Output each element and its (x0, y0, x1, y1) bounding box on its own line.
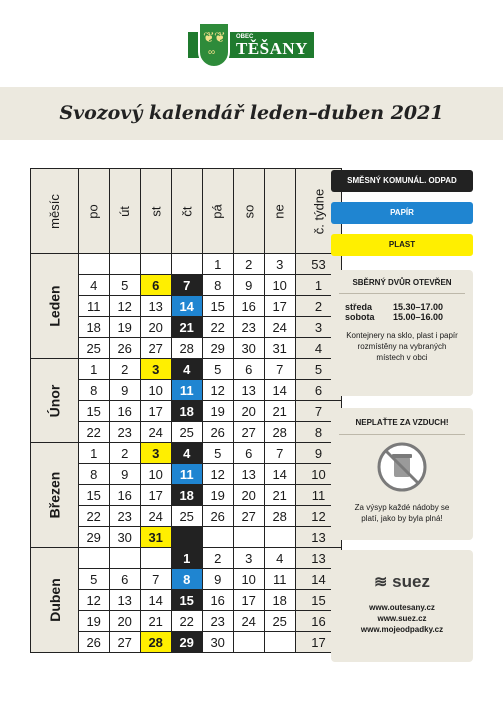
day-cell: 8 (202, 275, 233, 296)
week-number: 3 (295, 317, 342, 338)
day-cell: 12 (202, 380, 233, 401)
day-cell: 12 (109, 296, 140, 317)
website-link[interactable]: www.suez.cz (377, 614, 427, 623)
month-label: Únor (31, 359, 79, 443)
day-cell: 13 (140, 296, 171, 317)
day-cell: 1 (202, 254, 233, 275)
day-cell: 16 (109, 401, 140, 422)
day-cell (202, 527, 233, 548)
day-cell: 23 (109, 422, 140, 443)
website-link[interactable]: www.mojeodpadky.cz (360, 625, 444, 634)
month-label: Březen (31, 443, 79, 548)
day-cell: 1 (78, 359, 109, 380)
day-cell: 7 (140, 569, 171, 590)
day-cell: 27 (233, 506, 264, 527)
day-cell: 29 (202, 338, 233, 359)
day-cell: 13 (109, 590, 140, 611)
day-cell (78, 254, 109, 275)
day-cell: 13 (233, 380, 264, 401)
week-number: 1 (295, 275, 342, 296)
day-cell: 14 (264, 380, 295, 401)
day-cell: 3 (140, 359, 171, 380)
day-cell: 31 (264, 338, 295, 359)
day-cell: 25 (171, 506, 202, 527)
day-cell: 22 (78, 506, 109, 527)
day-cell: 4 (264, 548, 295, 569)
day-cell: 11 (171, 380, 202, 401)
day-cell: 22 (78, 422, 109, 443)
day-cell (264, 527, 295, 548)
opening-hours (331, 294, 473, 322)
day-cell: 22 (171, 611, 202, 632)
legend-item: PAPÍR (331, 202, 473, 224)
header-day: st (140, 169, 171, 254)
month-label: Duben (31, 548, 79, 653)
day-cell: 25 (264, 611, 295, 632)
day-cell: 4 (171, 359, 202, 380)
logo-name: TĚŠANY (236, 39, 308, 58)
header-week: č. týdne (295, 169, 342, 254)
week-number: 10 (295, 464, 342, 485)
day-cell: 19 (78, 611, 109, 632)
day-cell: 22 (202, 317, 233, 338)
day-cell: 6 (140, 275, 171, 296)
header-day: ne (264, 169, 295, 254)
logo-obec: OBEC (236, 34, 254, 40)
week-number: 12 (295, 506, 342, 527)
day-cell: 16 (233, 296, 264, 317)
header-day: po (78, 169, 109, 254)
day-cell: 17 (140, 485, 171, 506)
header-day: pá (202, 169, 233, 254)
week-number: 16 (295, 611, 342, 632)
header-day: út (109, 169, 140, 254)
day-cell: 1 (78, 443, 109, 464)
day-cell: 18 (171, 485, 202, 506)
day-cell: 1 (171, 548, 202, 569)
day-cell: 9 (109, 464, 140, 485)
day-cell: 6 (233, 443, 264, 464)
warning-title: NEPLAŤTE ZA VZDUCH! (355, 418, 449, 427)
day-cell: 9 (233, 275, 264, 296)
day-cell: 26 (202, 422, 233, 443)
suez-wave-icon: ≋ (374, 574, 388, 591)
week-number: 8 (295, 422, 342, 443)
day-cell (140, 548, 171, 569)
day-cell: 5 (78, 569, 109, 590)
day-cell: 30 (233, 338, 264, 359)
legend-item: SMĚSNÝ KOMUNÁL. ODPAD (331, 170, 473, 192)
day-cell: 31 (140, 527, 171, 548)
day-cell: 9 (202, 569, 233, 590)
day-cell: 30 (202, 632, 233, 653)
day-cell: 11 (78, 296, 109, 317)
week-number: 53 (295, 254, 342, 275)
week-number: 11 (295, 485, 342, 506)
day-cell: 17 (140, 401, 171, 422)
week-number: 9 (295, 443, 342, 464)
day-cell: 14 (264, 464, 295, 485)
week-number: 4 (295, 338, 342, 359)
day-cell: 5 (109, 275, 140, 296)
day-cell: 28 (140, 632, 171, 653)
month-label: Leden (31, 254, 79, 359)
day-cell: 7 (264, 443, 295, 464)
day-cell: 2 (109, 443, 140, 464)
day-cell: 17 (233, 590, 264, 611)
day-cell: 24 (233, 611, 264, 632)
calendar-header (31, 169, 342, 254)
day-cell: 15 (78, 485, 109, 506)
day-cell (140, 254, 171, 275)
day-cell: 8 (78, 380, 109, 401)
week-number: 13 (295, 527, 342, 548)
day-cell: 5 (202, 359, 233, 380)
time-saturday: 15.00–16.00 (393, 312, 444, 322)
suez-logo (331, 550, 473, 592)
day-cell: 23 (109, 506, 140, 527)
day-cell (171, 254, 202, 275)
day-cell: 3 (233, 548, 264, 569)
day-cell: 2 (109, 359, 140, 380)
day-cell: 10 (264, 275, 295, 296)
coat-of-arms-icon (198, 22, 230, 68)
day-cell: 27 (233, 422, 264, 443)
day-cell: 12 (78, 590, 109, 611)
day-cell: 9 (109, 380, 140, 401)
week-number: 7 (295, 401, 342, 422)
day-cell (109, 548, 140, 569)
day-cell: 3 (140, 443, 171, 464)
suez-brand: suez (392, 572, 430, 591)
week-number: 6 (295, 380, 342, 401)
day-cell: 21 (264, 401, 295, 422)
day-cell: 17 (264, 296, 295, 317)
day-cell: 16 (202, 590, 233, 611)
day-cell: 20 (109, 611, 140, 632)
day-cell: 26 (109, 338, 140, 359)
collection-yard-title: SBĚRNÝ DVŮR OTEVŘEN (352, 278, 452, 287)
week-row (31, 359, 342, 380)
day-cell: 28 (264, 422, 295, 443)
day-cell: 14 (171, 296, 202, 317)
day-wednesday: středa (345, 302, 373, 312)
pretzel-icon: ∞ (208, 47, 216, 58)
day-cell: 15 (171, 590, 202, 611)
header-day: so (233, 169, 264, 254)
collection-calendar (30, 168, 342, 653)
day-cell: 10 (140, 380, 171, 401)
day-cell: 26 (78, 632, 109, 653)
day-cell: 7 (264, 359, 295, 380)
day-cell: 28 (264, 506, 295, 527)
day-cell (109, 254, 140, 275)
day-cell: 18 (264, 590, 295, 611)
day-cell: 21 (171, 317, 202, 338)
container-note: Kontejnery na sklo, plast i papír rozmístěny na vybraných místech v obci (346, 331, 458, 362)
day-cell: 8 (78, 464, 109, 485)
week-number: 2 (295, 296, 342, 317)
day-cell (233, 527, 264, 548)
day-cell: 25 (171, 422, 202, 443)
legend-item: PLAST (331, 234, 473, 256)
day-cell: 6 (109, 569, 140, 590)
no-bin-icon (331, 435, 473, 498)
day-cell: 7 (171, 275, 202, 296)
day-cell: 2 (233, 254, 264, 275)
day-cell: 14 (140, 590, 171, 611)
day-cell: 10 (233, 569, 264, 590)
week-number: 14 (295, 569, 342, 590)
header-day: čt (171, 169, 202, 254)
page-title: Svozový kalendář leden–duben 2021 (59, 102, 444, 124)
day-cell: 12 (202, 464, 233, 485)
sponsor-card (331, 550, 473, 662)
week-number: 5 (295, 359, 342, 380)
day-cell: 8 (171, 569, 202, 590)
day-cell: 24 (140, 506, 171, 527)
day-cell: 5 (202, 443, 233, 464)
header-month: měsíc (31, 169, 79, 254)
day-cell: 29 (78, 527, 109, 548)
day-cell: 15 (202, 296, 233, 317)
day-cell (171, 527, 202, 548)
collection-yard-card (331, 270, 473, 396)
week-row (31, 254, 342, 275)
day-cell (78, 548, 109, 569)
warning-note: Za výsyp každé nádoby se platí, jako by byla plná! (354, 503, 450, 523)
day-cell: 21 (140, 611, 171, 632)
day-cell: 21 (264, 485, 295, 506)
day-cell: 20 (140, 317, 171, 338)
day-cell: 13 (233, 464, 264, 485)
website-link[interactable]: www.outesany.cz (369, 603, 435, 612)
day-cell: 19 (202, 485, 233, 506)
calendar-body (31, 254, 342, 653)
day-cell: 30 (109, 527, 140, 548)
week-number: 13 (295, 548, 342, 569)
day-cell: 4 (171, 443, 202, 464)
day-cell: 2 (202, 548, 233, 569)
day-cell: 25 (78, 338, 109, 359)
day-saturday: sobota (345, 312, 375, 322)
day-cell: 10 (140, 464, 171, 485)
day-cell (233, 632, 264, 653)
day-cell: 24 (140, 422, 171, 443)
day-cell (264, 632, 295, 653)
day-cell: 19 (109, 317, 140, 338)
day-cell: 20 (233, 485, 264, 506)
day-cell: 18 (78, 317, 109, 338)
day-cell: 23 (202, 611, 233, 632)
time-wednesday: 15.30–17.00 (393, 302, 444, 312)
day-cell: 20 (233, 401, 264, 422)
day-cell: 26 (202, 506, 233, 527)
day-cell: 28 (171, 338, 202, 359)
warning-card (331, 408, 473, 540)
day-cell: 18 (171, 401, 202, 422)
day-cell: 4 (78, 275, 109, 296)
day-cell: 6 (233, 359, 264, 380)
day-cell: 11 (264, 569, 295, 590)
day-cell: 23 (233, 317, 264, 338)
website-links (331, 592, 473, 635)
day-cell: 19 (202, 401, 233, 422)
week-number: 17 (295, 632, 342, 653)
day-cell: 27 (109, 632, 140, 653)
day-cell: 27 (140, 338, 171, 359)
village-logo (188, 22, 314, 72)
day-cell: 3 (264, 254, 295, 275)
day-cell: 16 (109, 485, 140, 506)
grape-icon: ❦ (214, 29, 226, 45)
grape-icon: ❦ (203, 29, 215, 45)
title-band (0, 87, 503, 140)
day-cell: 29 (171, 632, 202, 653)
day-cell: 24 (264, 317, 295, 338)
week-number: 15 (295, 590, 342, 611)
week-row (31, 548, 342, 569)
week-row (31, 443, 342, 464)
day-cell: 15 (78, 401, 109, 422)
day-cell: 11 (171, 464, 202, 485)
